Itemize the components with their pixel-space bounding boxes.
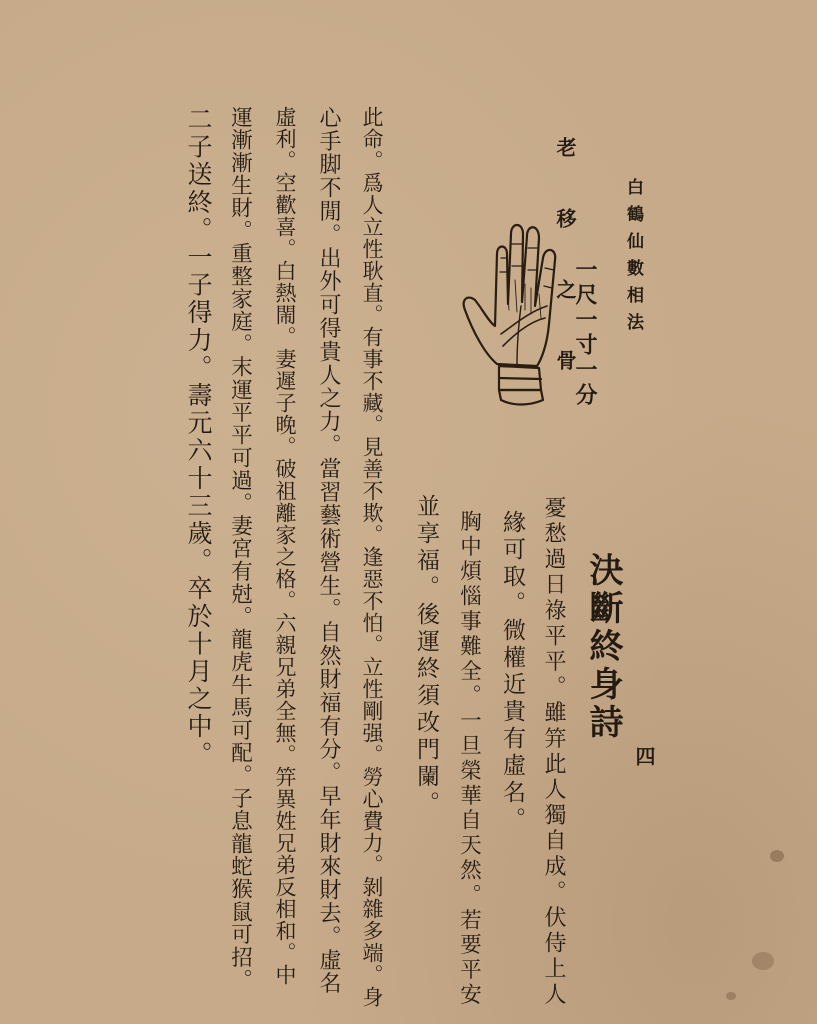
paper-stain xyxy=(752,952,774,970)
poem-line: 憂愁過日祿平平。雖笄此人獨自成。伏侍上人 xyxy=(541,496,566,1008)
poem-line: 緣可取。微權近貴有虛名。 xyxy=(499,510,525,834)
paper-stain xyxy=(726,992,736,1000)
poem-line: 並享福。後運終須改門闌。 xyxy=(413,494,439,818)
body-text-line: 此命。爲人立性耿直。有事不藏。見善不欺。逢惡不怕。立性剛强。勞心費力。剝雜多端。身 xyxy=(360,106,384,1008)
figure-caption: 老 移 之 骨 xyxy=(553,137,577,392)
body-text-line: 心手脚不閒。出外可得貴人之力。當習藝術營生。自然財福有分。早年財來財去。虛名 xyxy=(316,106,341,996)
paper-stain xyxy=(770,850,784,862)
page-number: 四 xyxy=(632,746,656,766)
palm-hand-illustration xyxy=(459,214,571,414)
body-text-line: 二子送終。一子得力。壽元六十三歲。卒於十月之中。 xyxy=(184,106,213,769)
poem-line: 胸中煩惱事難全。一旦榮華自天然。若要平安 xyxy=(456,510,482,1008)
measurement-label: 一尺一寸一分 xyxy=(572,258,598,408)
body-text-line: 虛利。空歡喜。白熱閙。妻遲子晚。破祖離家之格。六親兄弟全無。笄異姓兄弟反相和。中 xyxy=(273,106,297,986)
running-head: 白鶴仙數相法 xyxy=(623,178,643,340)
body-text-line: 運漸漸生財。重整家庭。末運平平可過。妻宮有尅。龍虎牛馬可配。子息龍蛇猴鼠可招。 xyxy=(227,106,253,992)
poem-title: 決斷終身詩 xyxy=(583,552,623,742)
